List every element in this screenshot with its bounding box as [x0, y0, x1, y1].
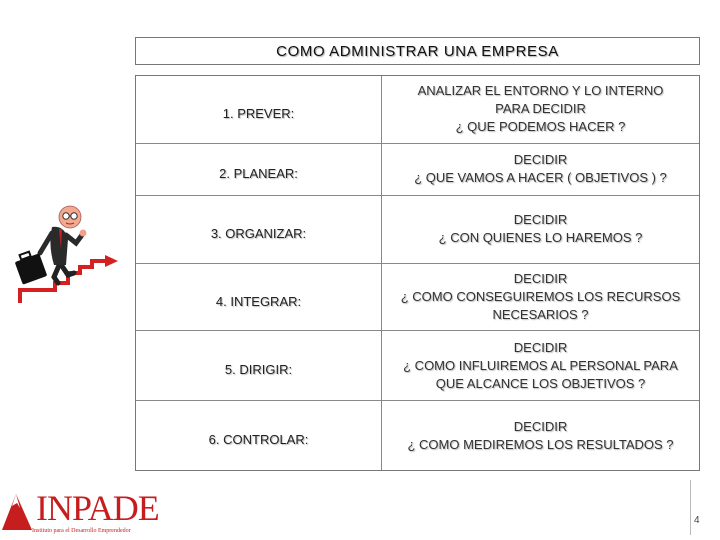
description-line: ¿ CON QUIENES LO HAREMOS ? — [438, 230, 643, 246]
step-label: 4. INTEGRAR: — [136, 264, 382, 331]
divider — [690, 480, 691, 535]
step-description — [382, 264, 699, 331]
description-line: DECIDIR — [513, 152, 568, 168]
description-line: DECIDIR — [513, 271, 568, 287]
description-line: NECESARIOS ? — [492, 307, 589, 323]
table-row — [136, 76, 699, 144]
step-description — [382, 144, 699, 195]
page-number: 4 — [694, 515, 700, 526]
table-row — [136, 264, 699, 332]
description-line: QUE ALCANCE LOS OBJETIVOS ? — [435, 375, 646, 391]
description-line: ¿ QUE VAMOS A HACER ( OBJETIVOS ) ? — [414, 170, 667, 186]
step-label: 5. DIRIGIR: — [136, 331, 382, 400]
step-description — [382, 401, 699, 470]
logo-wordmark: INPADE — [36, 488, 159, 528]
steps-table — [135, 75, 700, 471]
description-line: DECIDIR — [513, 212, 568, 228]
step-label: 2. PLANEAR: — [136, 144, 382, 195]
table-row — [136, 144, 699, 196]
inpade-logo — [2, 488, 159, 538]
step-label: 3. ORGANIZAR: — [136, 196, 382, 263]
step-description — [382, 76, 699, 143]
description-line: DECIDIR — [513, 339, 568, 355]
description-line: PARA DECIDIR — [495, 101, 586, 117]
table-row — [136, 331, 699, 401]
businessman-climbing-stairs-illustration — [10, 205, 128, 305]
step-label: 6. CONTROLAR: — [136, 401, 382, 470]
description-line: ¿ COMO INFLUIREMOS AL PERSONAL PARA — [403, 357, 678, 373]
table-row — [136, 196, 699, 264]
description-line: ANALIZAR EL ENTORNO Y LO INTERNO — [417, 83, 664, 99]
arrow-head-icon — [105, 255, 118, 267]
mountain-logo-icon — [2, 488, 34, 532]
step-description — [382, 196, 699, 263]
step-description — [382, 331, 699, 400]
description-line: ¿ COMO MEDIREMOS LOS RESULTADOS ? — [407, 436, 674, 452]
logo-subtitle: Instituto para el Desarrollo Emprendedor — [32, 528, 131, 534]
slide-title: COMO ADMINISTRAR UNA EMPRESA — [135, 37, 700, 65]
description-line: DECIDIR — [513, 418, 568, 434]
description-line: ¿ COMO CONSEGUIREMOS LOS RECURSOS — [400, 289, 681, 305]
head — [59, 206, 81, 228]
description-line: ¿ QUE PODEMOS HACER ? — [455, 119, 626, 135]
step-label: 1. PREVER: — [136, 76, 382, 143]
table-row — [136, 401, 699, 470]
